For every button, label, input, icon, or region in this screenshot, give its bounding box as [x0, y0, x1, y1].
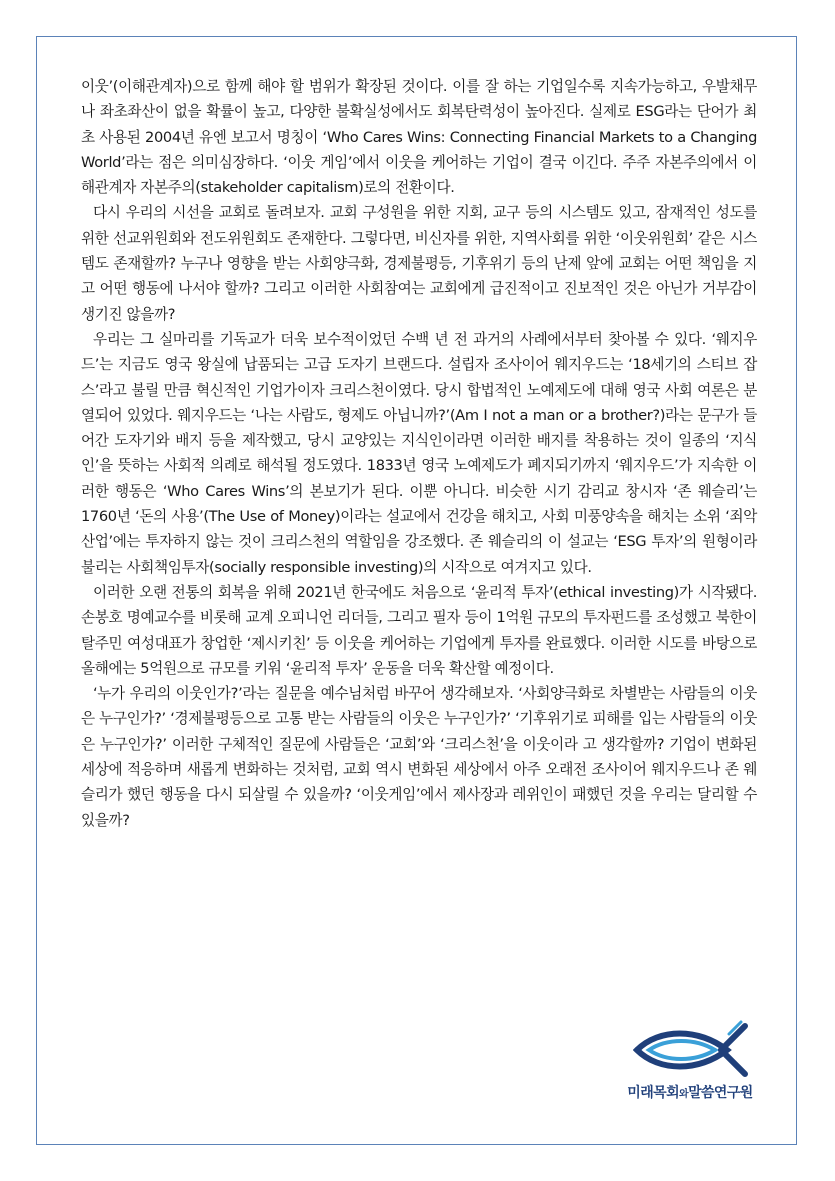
organization-name-part1: 미래목회 — [627, 1085, 679, 1101]
fish-icon — [633, 1020, 751, 1078]
organization-name-part2: 말씀연구원 — [688, 1085, 753, 1101]
paragraph: ‘누가 우리의 이웃인가?’라는 질문을 예수님처럼 바꾸어 생각해보자. ‘사회양극화로 차별받는 사람들의 이웃은 누구인가?’ ‘경제불평등으로 고통 받는 사람들의 이웃은 누구인가?’ ‘기후위기로 피해를 입는 사람들의 이웃은 누구인가?’ 이러한 구체적인 질문에 사람들은 ‘교회’와 ‘크리스천’을 이웃이라 고 생각할까? 기업이 변화된 세상에 적응하며 새롭게 변화하는 것처럼, 교회 역시 변화된 세상에서 아주 오래전 조사이어 웨지우드나 존 웨슬리가 했던 행동을 다시 되살릴 수 있을까? ‘이웃게임’에서 제사장과 레위인이 패했던 것을 우리는 달리할 수 있을까? — [81, 685, 757, 829]
paragraph: 우리는 그 실마리를 기독교가 더욱 보수적이었던 수백 년 전 과거의 사례에서부터 찾아볼 수 있다. ‘웨지우드’는 지금도 영국 왕실에 납품되는 고급 도자기 브랜드다. 설립자 조사이어 웨지우드는 ‘18세기의 스티브 잡스’라고 불릴 만큼 혁신적인 기업가이자 크리스천이였다. 당시 합법적인 노예제도에 대해 영국 사회 여론은 분열되어 있었다. 웨지우드는 ‘나는 사람도, 형제도 아닙니까?’(Am I not a man or a brother?)라는 문구가 들어간 도자기와 배지 등을 제작했고, 당시 교양있는 지식인이라면 이러한 배지를 착용하는 것이 일종의 ‘지식인’을 뜻하는 사회적 의례로 해석될 정도였다. 1833년 영국 노예제도가 폐지되기까지 ‘웨지우드’가 지속한 이러한 행동은 ‘Who Cares Wins’의 본보기가 된다. 이뿐 아니다. 비슷한 시기 감리교 창시자 ‘존 웨슬리’는 1760년 ‘돈의 사용’(The Use of Money)이라는 설교에서 건강을 해치고, 사회 미풍양속을 해치는 소위 ‘죄악 산업’에는 투자하지 않는 것이 크리스천의 역할임을 강조했다. 존 웨슬리의 이 설교는 ‘ESG 투자’의 원형이라 불리는 사회책임투자(socially responsible investing)의 시작으로 여겨지고 있다. — [81, 330, 757, 576]
article-body — [81, 74, 757, 833]
paragraph: 다시 우리의 시선을 교회로 돌려보자. 교회 구성원을 위한 지회, 교구 등의 시스템도 있고, 잠재적인 성도를 위한 선교위원회와 전도위원회도 존재한다. 그렇다면, 비신자를 위한, 지역사회를 위한 ‘이웃위원회’ 같은 시스템도 존재할까? 누구나 영향을 받는 사회양극화, 경제불평등, 기후위기 등의 난제 앞에 교회는 어떤 책임을 지고 어떤 행동에 나서야 할까? 그리고 이러한 사회참여는 교회에게 급진적이고 진보적인 것은 아닌가 거부감이 생기진 않을까? — [81, 204, 757, 323]
paragraph: 이웃’(이해관계자)으로 함께 해야 할 범위가 확장된 것이다. 이를 잘 하는 기업일수록 지속가능하고, 우발채무나 좌초좌산이 없을 확률이 높고, 다양한 불확실성에서도 회복탄력성이 높아진다. 실제로 ESG라는 단어가 최초 사용된 2004년 유엔 보고서 명칭이 ‘Who Cares Wins: Connecting Financial Markets to a Changing World’라는 점은 의미심장하다. ‘이웃 게임’에서 이웃을 케어하는 기업이 결국 이긴다. 주주 자본주의에서 이해관계자 자본주의(stakeholder capitalism)로의 전환이다. — [81, 78, 757, 197]
organization-logo — [615, 1020, 765, 1110]
organization-name — [615, 1082, 765, 1102]
organization-name-connector: 와 — [679, 1089, 689, 1100]
paragraph: 이러한 오랜 전통의 회복을 위해 2021년 한국에도 처음으로 ‘윤리적 투자’(ethical investing)가 시작됐다. 손봉호 명예교수를 비롯해 교계 오피니언 리더들, 그리고 필자 등이 1억원 규모의 투자펀드를 조성했고 북한이탈주민 여성대표가 창업한 ‘제시키친’ 등 이웃을 케어하는 기업에게 투자를 완료했다. 이러한 시도를 바탕으로 올해에는 5억원으로 규모를 키워 ‘윤리적 투자’ 운동을 더욱 확산할 예정이다. — [81, 583, 757, 677]
